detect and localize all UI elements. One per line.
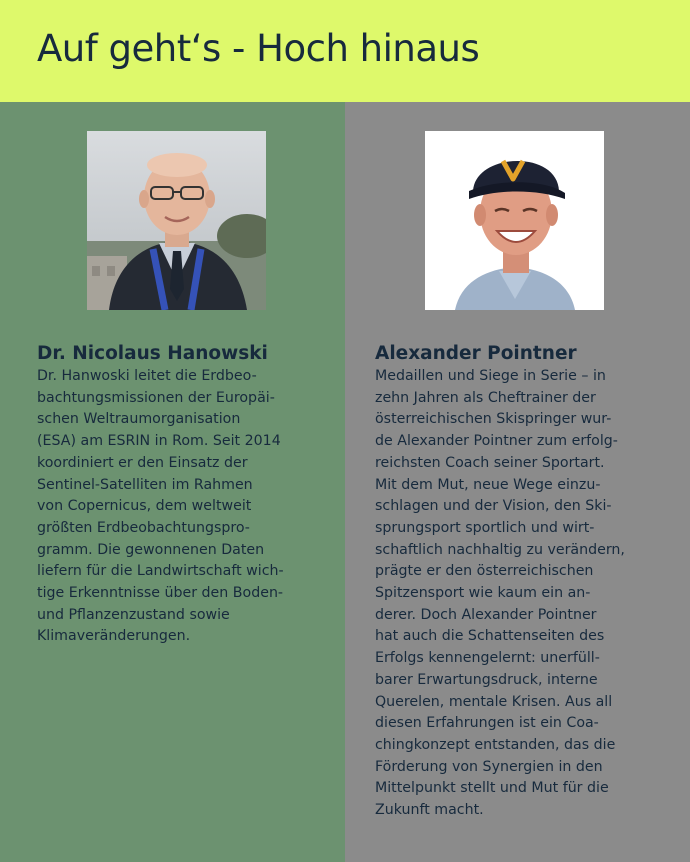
speaker-name: Dr. Nicolaus Hanowski (37, 343, 268, 364)
bio-line: (ESA) am ESRIN in Rom. Seit 2014 (37, 433, 281, 450)
speaker-bio (375, 366, 665, 822)
bio-line: reichsten Coach seiner Sportart. (375, 454, 605, 471)
page-title: Auf geht‘s - Hoch hinaus (37, 27, 480, 70)
bio-line: schlagen und der Vision, den Ski- (375, 498, 612, 515)
bio-line: Zukunft macht. (375, 802, 484, 819)
bio-line: schen Weltraumorganisation (37, 411, 241, 428)
bio-line: Querelen, mentale Krisen. Aus all (375, 693, 613, 710)
bio-line: Sentinel-Satelliten im Rahmen (37, 476, 253, 493)
bio-line: Förderung von Synergien in den (375, 758, 603, 775)
bio-line: tige Erkenntnisse über den Boden- (37, 585, 284, 602)
bio-line: derer. Doch Alexander Pointner (375, 606, 597, 623)
bio-line: gramm. Die gewonnenen Daten (37, 541, 265, 558)
bio-line: Erfolgs kennengelernt: unerfüll- (375, 650, 600, 667)
speaker-photo-hanowski (87, 131, 266, 310)
bio-line: schaftlich nachhaltig zu verändern, (375, 541, 625, 558)
bio-line: Mittelpunkt stellt und Mut für die (375, 780, 609, 797)
speaker-bio (37, 366, 327, 648)
bio-line: hat auch die Schattenseiten des (375, 628, 605, 645)
speaker-name: Alexander Pointner (375, 343, 577, 364)
bio-line: liefern für die Landwirtschaft wich- (37, 563, 284, 580)
portrait-pointner-image (425, 131, 604, 310)
bio-line: Medaillen und Siege in Serie – in (375, 368, 606, 384)
bio-line: prägte er den österreichischen (375, 563, 594, 580)
speaker-photo-pointner (425, 131, 604, 310)
speaker-card-hanowski (0, 102, 345, 862)
bio-line: österreichischen Skispringer wur- (375, 411, 612, 428)
bio-line: größten Erdbeobachtungspro- (37, 519, 250, 536)
bio-line: und Pflanzenzustand sowie (37, 606, 230, 623)
bio-line: Spitzensport wie kaum ein an- (375, 585, 591, 602)
bio-line: Dr. Hanwoski leitet die Erdbeo- (37, 368, 257, 384)
bio-line: chingkonzept entstanden, das die (375, 736, 616, 753)
bio-line: Klimaveränderungen. (37, 628, 191, 645)
bio-line: barer Erwartungsdruck, interne (375, 671, 598, 688)
bio-line: de Alexander Pointner zum erfolg- (375, 433, 618, 450)
page-header (0, 0, 690, 102)
bio-line: Mit dem Mut, neue Wege einzu- (375, 476, 601, 493)
bio-line: koordiniert er den Einsatz der (37, 454, 248, 471)
bio-line: diesen Erfahrungen ist ein Coa- (375, 715, 599, 732)
bio-line: sprungsport sportlich und wirt- (375, 519, 595, 536)
speaker-card-pointner (345, 102, 690, 862)
bio-line: von Copernicus, dem weltweit (37, 498, 252, 515)
bio-line: zehn Jahren als Cheftrainer der (375, 389, 596, 406)
bio-line: bachtungsmissionen der Europäi- (37, 389, 275, 406)
portrait-hanowski-image (87, 131, 266, 310)
